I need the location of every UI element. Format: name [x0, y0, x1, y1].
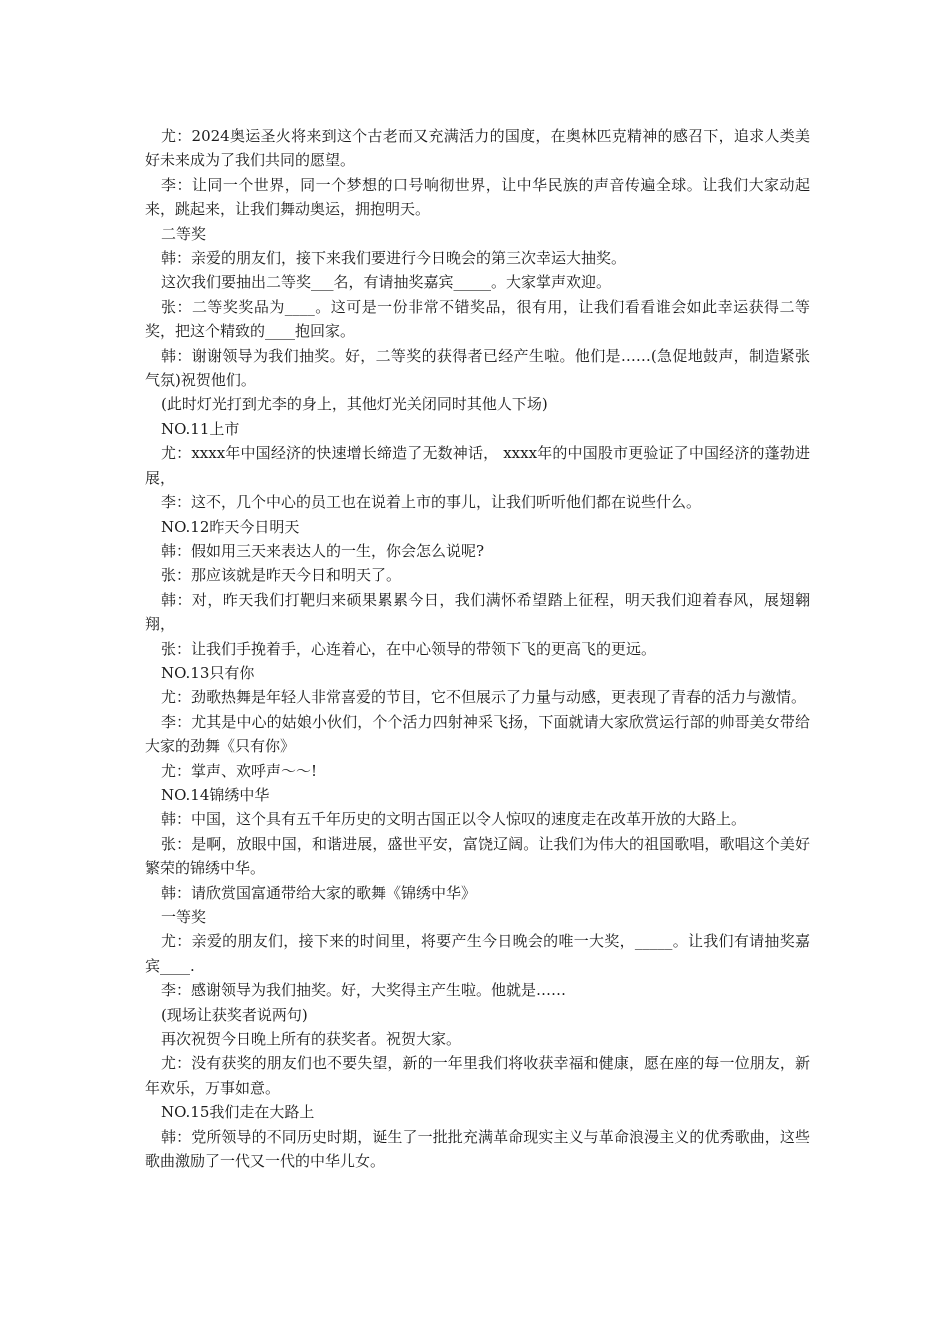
stage-direction: (此时灯光打到尤李的身上，其他灯光关闭同时其他人下场): [161, 395, 548, 414]
program-heading: NO.11上市: [161, 419, 240, 438]
paragraph: 尤：亲爱的朋友们，接下来的时间里，将要产生今日晚会的唯一大奖，_____。让我们有请抽奖嘉宾____.: [145, 932, 810, 975]
paragraph: 尤：xxxx年中国经济的快速增长缔造了无数神话， xxxx年的中国股市更验证了中国经济的蓬勃进展，: [145, 444, 810, 487]
paragraph: 张：让我们手挽着手，心连着心，在中心领导的带领下飞的更高飞的更远。: [161, 639, 657, 658]
paragraph: 尤：2024奥运圣火将来到这个古老而又充满活力的国度，在奥林匹克精神的感召下，追求人类美好未来成为了我们共同的愿望。: [145, 127, 810, 170]
paragraph: 张：二等奖奖品为____。这可是一份非常不错奖品，很有用，让我们看看谁会如此幸运获得二等奖，把这个精致的____抱回家。: [145, 297, 810, 341]
paragraph: 李：这不，几个中心的员工也在说着上市的事儿，让我们听听他们都在说些什么。: [161, 493, 702, 512]
paragraph: 韩：中国，这个具有五千年历史的文明古国正以令人惊叹的速度走在改革开放的大路上。: [161, 810, 747, 829]
paragraph: 尤：劲歌热舞是年轻人非常喜爱的节目，它不但展示了力量与动感，更表现了青春的活力与激情。: [161, 688, 807, 707]
paragraph: 韩：假如用三天来表达人的一生，你会怎么说呢?: [161, 541, 485, 560]
paragraph: 张：那应该就是昨天今日和明天了。: [161, 566, 402, 585]
program-heading: NO.12昨天今日明天: [161, 517, 300, 536]
program-heading: NO.15我们走在大路上: [161, 1103, 315, 1122]
paragraph: 尤：掌声、欢呼声～～!: [161, 761, 318, 780]
section-heading: 二等奖: [161, 224, 207, 243]
stage-direction: (现场让获奖者说两句): [161, 1005, 308, 1024]
paragraph: 韩：请欣赏国富通带给大家的歌舞《锦绣中华》: [161, 883, 477, 902]
paragraph: 韩：谢谢领导为我们抽奖。好，二等奖的获得者已经产生啦。他们是……(急促地鼓声，制造紧张气氛)祝贺他们。: [145, 346, 810, 390]
paragraph: 韩：亲爱的朋友们，接下来我们要进行今日晚会的第三次幸运大抽奖。: [161, 249, 627, 268]
paragraph: 韩：对，昨天我们打靶归来硕果累累今日，我们满怀希望踏上征程，明天我们迎着春风，展翅翱翔，: [145, 590, 810, 634]
paragraph: 这次我们要抽出二等奖___名，有请抽奖嘉宾_____。大家掌声欢迎。: [161, 273, 612, 292]
paragraph: 韩：党所领导的不同历史时期，诞生了一批批充满革命现实主义与革命浪漫主义的优秀歌曲，这些歌曲激励了一代又一代的中华儿女。: [145, 1127, 810, 1171]
program-heading: NO.13只有你: [161, 663, 255, 682]
section-heading: 一等奖: [161, 908, 207, 926]
document-body: [145, 124, 810, 1173]
program-heading: NO.14锦绣中华: [161, 785, 270, 804]
paragraph: 再次祝贺今日晚上所有的获奖者。祝贺大家。: [161, 1030, 462, 1049]
paragraph: 李：让同一个世界，同一个梦想的口号响彻世界，让中华民族的声音传遍全球。让我们大家动起来，跳起来，让我们舞动奥运，拥抱明天。: [145, 175, 810, 219]
paragraph: 尤：没有获奖的朋友们也不要失望，新的一年里我们将收获幸福和健康，愿在座的每一位朋友，新年欢乐，万事如意。: [145, 1054, 810, 1097]
paragraph: 李：尤其是中心的姑娘小伙们，个个活力四射神采飞扬，下面就请大家欣赏运行部的帅哥美女带给大家的劲舞《只有你》: [145, 712, 810, 756]
paragraph: 张：是啊，放眼中国，和谐进展，盛世平安，富饶辽阔。让我们为伟大的祖国歌唱，歌唱这个美好繁荣的锦绣中华。: [145, 834, 810, 878]
paragraph: 李：感谢领导为我们抽奖。好，大奖得主产生啦。他就是……: [161, 981, 567, 1000]
